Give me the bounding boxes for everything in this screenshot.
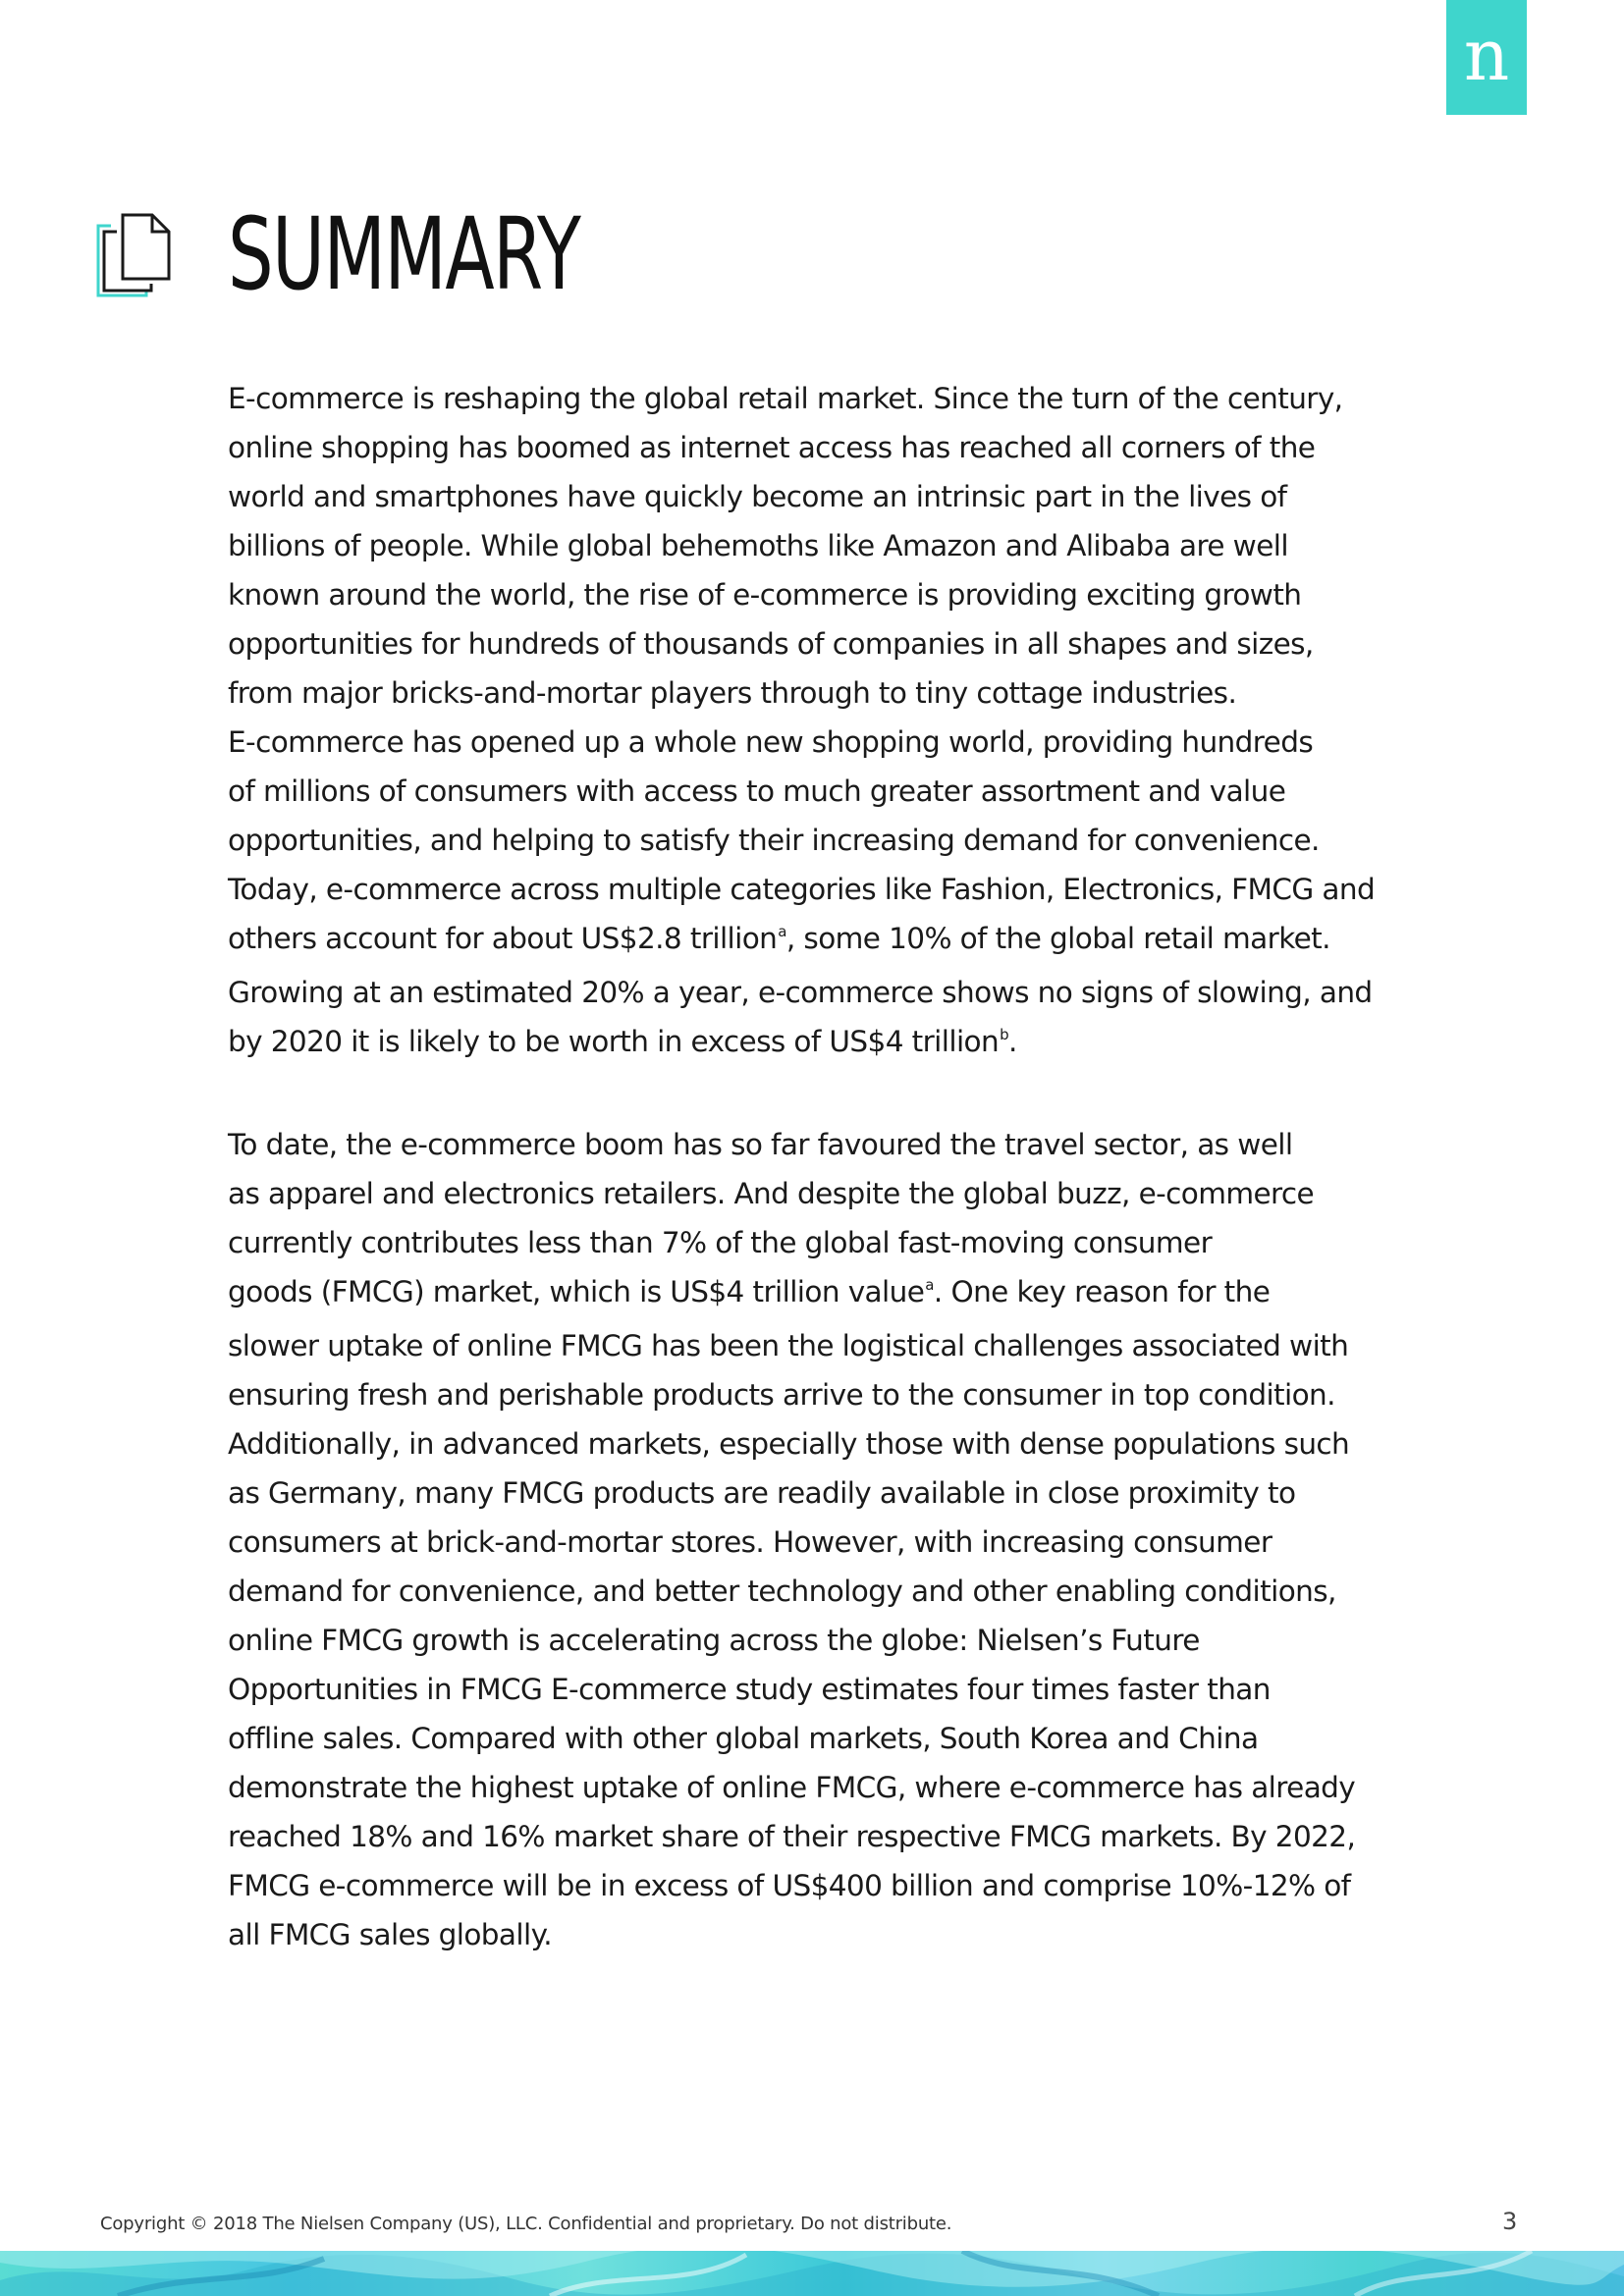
text-line: as apparel and electronics retailers. And despite the global buzz, e-commerce [228,1177,1315,1210]
text-fragment: others account for about US$2.8 trillion [228,922,778,955]
text-line [228,1267,1406,1321]
document-pages-icon [93,212,172,300]
text-line [228,914,1406,968]
text-line: offline sales. Compared with other global markets, South Korea and China [228,1722,1259,1755]
text-line: consumers at brick-and-mortar stores. However, with increasing consumer [228,1525,1272,1559]
text-line: online shopping has boomed as internet access has reached all corners of the [228,431,1316,464]
page-number: 3 [1502,2208,1518,2235]
text-line: billions of people. While global behemoths like Amazon and Alibaba are well [228,529,1288,562]
text-line: E-commerce is reshaping the global retail market. Since the turn of the century, [228,382,1343,415]
paragraph-fmcg-ecommerce [228,1120,1406,1959]
footnote-ref: b [1000,1026,1009,1043]
text-line: opportunities for hundreds of thousands of companies in all shapes and sizes, [228,627,1314,661]
logo-letter: n [1463,14,1510,96]
text-line: E-commerce has opened up a whole new shopping world, providing hundreds [228,725,1314,759]
text-line: Opportunities in FMCG E-commerce study estimates four times faster than [228,1673,1271,1706]
text-line: from major bricks-and-mortar players through to tiny cottage industries. [228,676,1237,710]
text-line: FMCG e-commerce will be in excess of US$400 billion and comprise 10%-12% of [228,1869,1351,1902]
footnote-ref: a [925,1276,934,1294]
text-line: opportunities, and helping to satisfy their increasing demand for convenience. [228,824,1320,857]
text-line [228,1017,1406,1071]
text-line: known around the world, the rise of e-commerce is providing exciting growth [228,578,1302,612]
text-line: world and smartphones have quickly become an intrinsic part in the lives of [228,480,1287,513]
text-line: as Germany, many FMCG products are readily available in close proximity to [228,1476,1296,1510]
nielsen-logo [1446,0,1527,115]
text-line: Growing at an estimated 20% a year, e-commerce shows no signs of slowing, and [228,976,1373,1009]
text-line: reached 18% and 16% market share of their respective FMCG markets. By 2022, [228,1820,1356,1853]
paragraph-ecommerce-overview [228,374,1406,1071]
text-line: online FMCG growth is accelerating across the globe: Nielsen’s Future [228,1624,1200,1657]
text-fragment: . [1008,1025,1017,1058]
text-line: of millions of consumers with access to much greater assortment and value [228,774,1286,808]
text-fragment: by 2020 it is likely to be worth in excess of US$4 trillion [228,1025,1000,1058]
text-line: To date, the e-commerce boom has so far favoured the travel sector, as well [228,1128,1293,1161]
footer-copyright: Copyright © 2018 The Nielsen Company (US), LLC. Confidential and proprietary. Do not distribute. [100,2214,952,2234]
text-line: demand for convenience, and better technology and other enabling conditions, [228,1575,1336,1608]
text-line: all FMCG sales globally. [228,1918,553,1951]
text-fragment: goods (FMCG) market, which is US$4 trillion value [228,1275,925,1308]
text-line: Additionally, in advanced markets, especially those with dense populations such [228,1427,1350,1461]
text-line: Today, e-commerce across multiple categories like Fashion, Electronics, FMCG and [228,873,1376,906]
text-line: currently contributes less than 7% of the global fast-moving consumer [228,1226,1213,1259]
decorative-wave-band [0,2251,1624,2296]
text-line: ensuring fresh and perishable products arrive to the consumer in top condition. [228,1378,1335,1412]
text-fragment: , some 10% of the global retail market. [785,922,1330,955]
wave-pattern [0,2251,1624,2296]
page-title: SUMMARY [228,196,580,313]
text-fragment: . One key reason for the [933,1275,1271,1308]
text-line: slower uptake of online FMCG has been the logistical challenges associated with [228,1329,1349,1362]
text-line: demonstrate the highest uptake of online FMCG, where e-commerce has already [228,1771,1356,1804]
footnote-ref: a [778,923,786,940]
summary-body [228,374,1406,1959]
